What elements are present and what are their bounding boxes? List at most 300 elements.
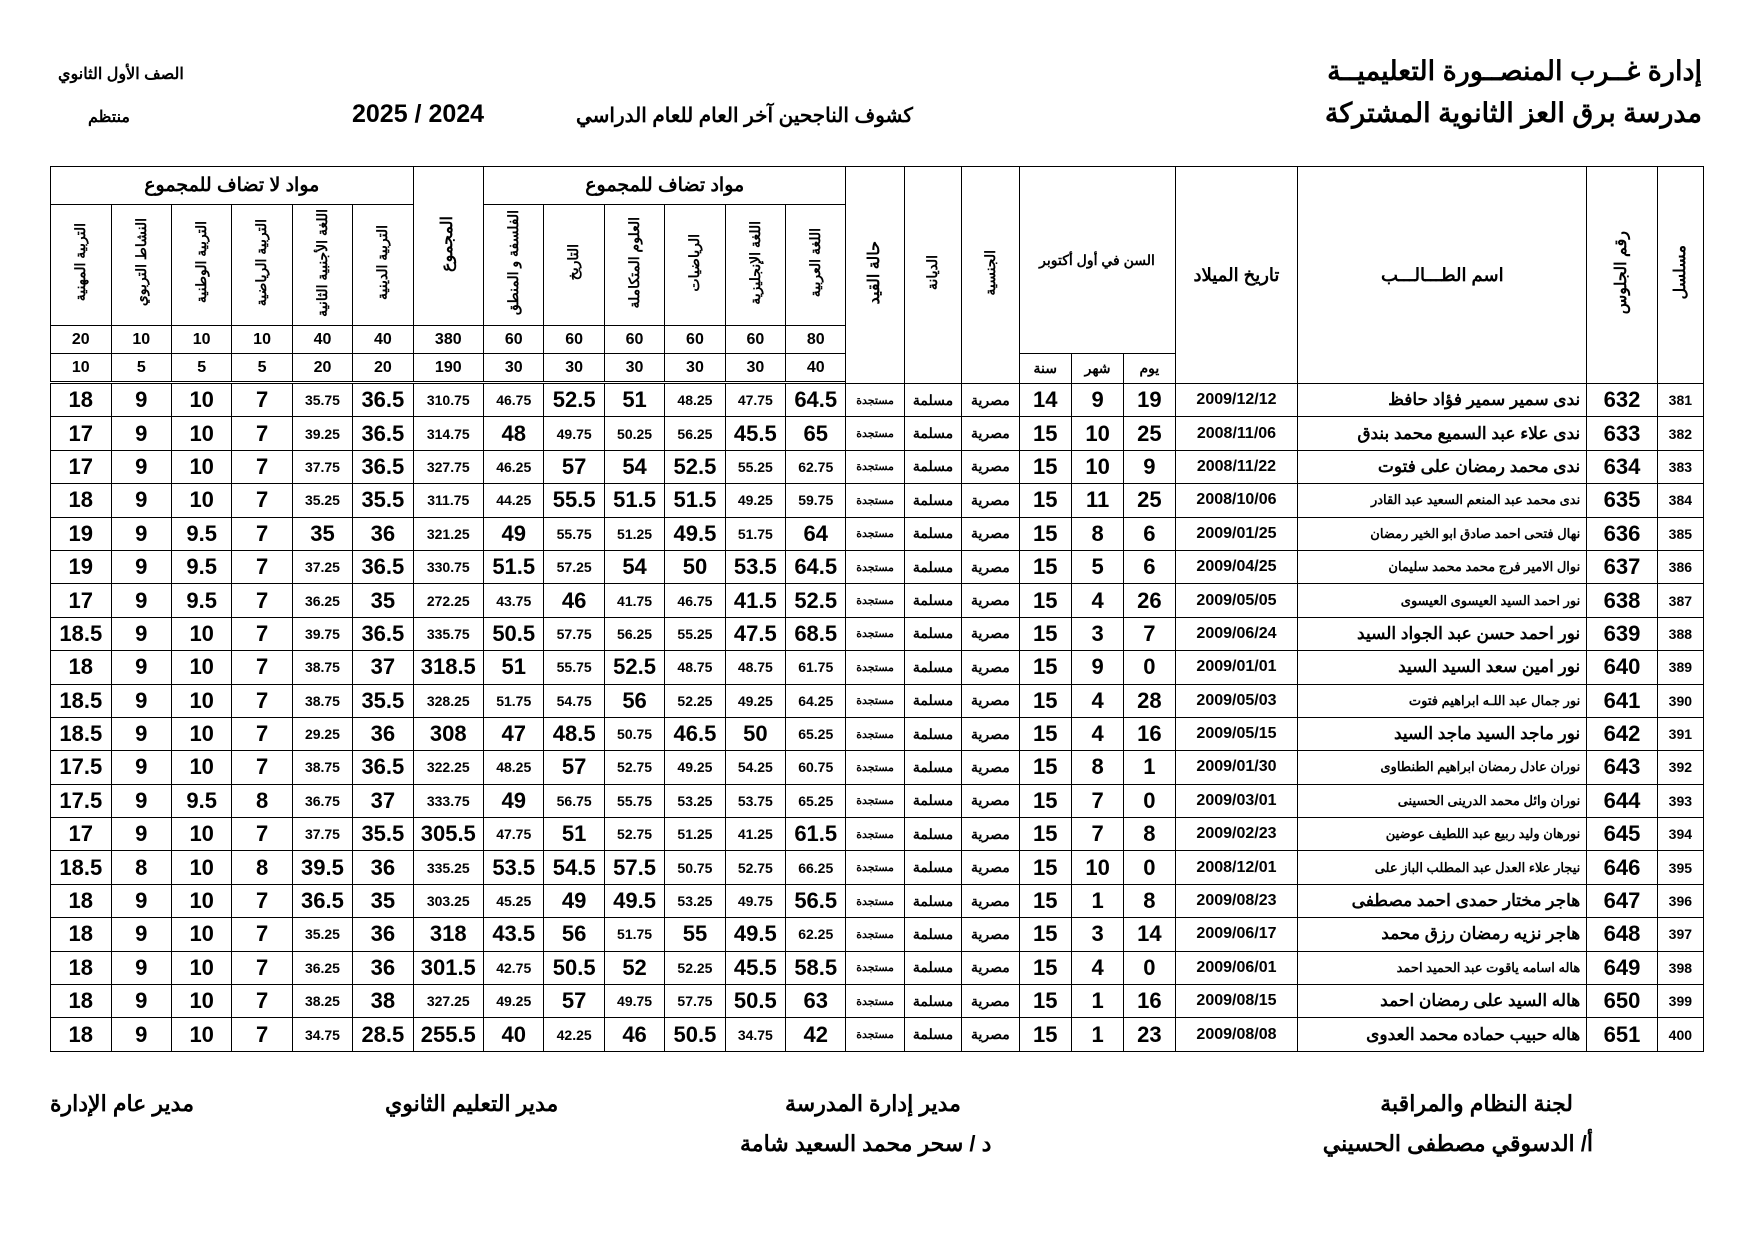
not-added-mark-cell: 37.25 [292,550,352,583]
mark-cell: 30 [484,354,544,382]
not-added-mark-cell: 36 [353,951,413,984]
not-added-mark-cell: 38.75 [292,651,352,684]
student-name-cell: نوران عادل رمضان ابراهيم الطنطاوى [1298,751,1587,784]
not-added-mark-cell: 9 [111,450,171,483]
religion-cell: مسلمة [904,717,961,750]
seat-cell: 638 [1587,584,1657,617]
nationality-cell: مصرية [962,751,1019,784]
seat-cell: 640 [1587,651,1657,684]
seat-cell: 646 [1587,851,1657,884]
added-mark-cell: 49 [484,517,544,550]
not-added-mark-cell: 9 [111,818,171,851]
religion-cell: مسلمة [904,517,961,550]
nationality-cell: مصرية [962,884,1019,917]
not-added-mark-cell: 9 [111,517,171,550]
seat-cell: 647 [1587,884,1657,917]
added-mark-cell: 62.75 [786,450,846,483]
religion-cell: مسلمة [904,584,961,617]
col-subject-not-added: التربية الرياضية [232,205,292,326]
not-added-mark-cell: 28.5 [353,1018,413,1051]
mark-cell: 40 [786,354,846,382]
student-name-cell: نور امين سعد السيد السيد [1298,651,1587,684]
mark-cell: 60 [544,326,604,354]
report-title: كشوف الناجحين آخر العام للعام الدراسي [576,105,913,127]
added-mark-cell: 50.75 [604,717,664,750]
age-month-cell: 10 [1071,851,1123,884]
student-name-cell: هاجر نزيه رمضان رزق محمد [1298,918,1587,951]
not-added-mark-cell: 9 [111,484,171,517]
added-mark-cell: 49.5 [604,884,664,917]
committee-name: أ/ الدسوقي مصطفى الحسيني [1322,1131,1593,1156]
added-mark-cell: 64.5 [786,384,846,417]
added-mark-cell: 50.5 [725,985,785,1018]
added-mark-cell: 47.75 [484,818,544,851]
religion-cell: مسلمة [904,818,961,851]
principal-title: مدير إدارة المدرسة [785,1091,961,1116]
added-mark-cell: 57.75 [544,617,604,650]
age-year-cell: 15 [1019,517,1071,550]
added-mark-cell: 49.25 [725,484,785,517]
table-row [51,818,1704,851]
age-month-cell: 7 [1071,784,1123,817]
added-mark-cell: 64.25 [786,684,846,717]
added-mark-cell: 55 [665,918,725,951]
added-mark-cell: 51.5 [604,484,664,517]
religion-cell: مسلمة [904,851,961,884]
total-cell: 314.75 [413,417,483,450]
total-cell: 301.5 [413,951,483,984]
added-mark-cell: 54.25 [725,751,785,784]
added-mark-cell: 52.5 [544,384,604,417]
not-added-mark-cell: 8 [111,851,171,884]
age-month-cell: 1 [1071,884,1123,917]
mark-cell: 30 [725,354,785,382]
not-added-mark-cell: 35.5 [353,818,413,851]
table-row [51,717,1704,750]
not-added-mark-cell: 7 [232,651,292,684]
status-cell: مستجدة [846,450,904,483]
age-month-cell: 4 [1071,584,1123,617]
added-mark-cell: 52.5 [604,651,664,684]
table-row [51,851,1704,884]
added-mark-cell: 51 [544,818,604,851]
not-added-mark-cell: 10 [171,985,231,1018]
added-mark-cell: 63 [786,985,846,1018]
added-mark-cell: 50.5 [544,951,604,984]
not-added-mark-cell: 18 [51,884,112,917]
student-name-cell: هاله السيد على رمضان احمد [1298,985,1587,1018]
added-mark-cell: 49.75 [544,417,604,450]
age-day-cell: 8 [1124,818,1175,851]
not-added-mark-cell: 36.25 [292,951,352,984]
mark-cell: 20 [353,354,413,382]
added-mark-cell: 46.25 [484,450,544,483]
student-name-cell: ندى سمير سمير فؤاد حافظ [1298,384,1587,417]
not-added-mark-cell: 9.5 [171,584,231,617]
student-name-cell: هاله حبيب حماده محمد العدوى [1298,1018,1587,1051]
total-cell: 255.5 [413,1018,483,1051]
added-mark-cell: 55.75 [604,784,664,817]
school-name: مدرسة برق العز الثانوية المشتركة [1324,98,1702,128]
added-subjects-group: مواد تضاف للمجموع [484,167,846,205]
table-row [51,985,1704,1018]
religion-cell: مسلمة [904,550,961,583]
mark-cell: 10 [232,326,292,354]
col-day: يوم [1124,354,1175,384]
enrollment-status: منتظم [88,109,130,126]
birth-date-cell: 2009/06/24 [1175,617,1298,650]
not-added-mark-cell: 18.5 [51,851,112,884]
not-added-mark-cell: 8 [232,851,292,884]
total-cell: 318 [413,918,483,951]
col-name: اسم الطـــالـــب [1298,167,1587,384]
not-added-mark-cell: 10 [171,918,231,951]
status-cell: مستجدة [846,484,904,517]
not-added-mark-cell: 9.5 [171,784,231,817]
birth-date-cell: 2009/03/01 [1175,784,1298,817]
col-serial: مسلسل [1657,167,1703,384]
not-added-mark-cell: 9 [111,651,171,684]
added-mark-cell: 50 [725,717,785,750]
added-mark-cell: 51.5 [665,484,725,517]
col-subject-not-added: النشاط التربوي [111,205,171,326]
serial-cell: 395 [1657,851,1703,884]
not-added-mark-cell: 10 [171,717,231,750]
age-month-cell: 10 [1071,417,1123,450]
mark-cell: 10 [51,354,112,382]
age-month-cell: 9 [1071,384,1123,417]
serial-cell: 388 [1657,617,1703,650]
not-added-mark-cell: 7 [232,818,292,851]
nationality-cell: مصرية [962,517,1019,550]
not-added-mark-cell: 10 [171,617,231,650]
age-day-cell: 25 [1124,484,1175,517]
total-cell: 305.5 [413,818,483,851]
added-mark-cell: 54.5 [544,851,604,884]
not-added-mark-cell: 10 [171,751,231,784]
added-mark-cell: 50.75 [665,851,725,884]
status-cell: مستجدة [846,584,904,617]
not-added-mark-cell: 9 [111,550,171,583]
not-added-mark-cell: 36.5 [353,550,413,583]
col-total: المجموع [413,167,483,326]
not-added-mark-cell: 10 [171,450,231,483]
added-mark-cell: 51.25 [604,517,664,550]
table-row [51,918,1704,951]
not-added-subjects-group: مواد لا تضاف للمجموع [51,167,414,205]
status-cell: مستجدة [846,1018,904,1051]
col-age: السن في أول أكتوبر [1019,167,1175,354]
added-mark-cell: 56 [544,918,604,951]
age-year-cell: 14 [1019,384,1071,417]
age-month-cell: 4 [1071,717,1123,750]
added-mark-cell: 50.5 [484,617,544,650]
added-mark-cell: 57.75 [665,985,725,1018]
total-cell: 310.75 [413,384,483,417]
seat-cell: 632 [1587,384,1657,417]
total-cell: 318.5 [413,651,483,684]
table-row [51,617,1704,650]
age-year-cell: 15 [1019,417,1071,450]
birth-date-cell: 2009/08/23 [1175,884,1298,917]
col-subject-added: اللغة العربية [786,205,846,326]
total-cell: 333.75 [413,784,483,817]
not-added-mark-cell: 7 [232,1018,292,1051]
not-added-mark-cell: 10 [171,851,231,884]
student-name-cell: نور ماجد السيد ماجد السيد [1298,717,1587,750]
not-added-mark-cell: 35 [292,517,352,550]
student-name-cell: نورهان وليد ربيع عبد اللطيف عوضين [1298,818,1587,851]
serial-cell: 383 [1657,450,1703,483]
nationality-cell: مصرية [962,985,1019,1018]
not-added-mark-cell: 7 [232,751,292,784]
status-cell: مستجدة [846,550,904,583]
not-added-mark-cell: 9 [111,1018,171,1051]
status-cell: مستجدة [846,985,904,1018]
not-added-mark-cell: 9 [111,784,171,817]
total-cell: 303.25 [413,884,483,917]
not-added-mark-cell: 36.75 [292,784,352,817]
age-year-cell: 15 [1019,684,1071,717]
added-mark-cell: 49.75 [725,884,785,917]
added-mark-cell: 45.25 [484,884,544,917]
age-month-cell: 4 [1071,951,1123,984]
added-mark-cell: 53.75 [725,784,785,817]
added-mark-cell: 57.5 [604,851,664,884]
added-mark-cell: 48.25 [665,384,725,417]
mark-cell: 60 [725,326,785,354]
added-mark-cell: 43.5 [484,918,544,951]
age-month-cell: 11 [1071,484,1123,517]
age-day-cell: 16 [1124,985,1175,1018]
col-subject-not-added: التربية الوطنية [171,205,231,326]
added-mark-cell: 41.75 [604,584,664,617]
added-mark-cell: 52.25 [665,684,725,717]
added-mark-cell: 49 [544,884,604,917]
not-added-mark-cell: 38 [353,985,413,1018]
added-mark-cell: 46 [604,1018,664,1051]
col-subject-not-added: التربية المهنية [51,205,112,326]
not-added-mark-cell: 36.25 [292,584,352,617]
birth-date-cell: 2009/01/01 [1175,651,1298,684]
added-mark-cell: 48.75 [665,651,725,684]
religion-cell: مسلمة [904,384,961,417]
birth-date-cell: 2008/11/06 [1175,417,1298,450]
not-added-mark-cell: 9.5 [171,550,231,583]
not-added-mark-cell: 7 [232,951,292,984]
mark-cell: 10 [171,326,231,354]
religion-cell: مسلمة [904,684,961,717]
not-added-mark-cell: 18 [51,985,112,1018]
age-day-cell: 19 [1124,384,1175,417]
not-added-mark-cell: 10 [171,484,231,517]
total-cell: 308 [413,717,483,750]
added-mark-cell: 42.75 [484,951,544,984]
table-row [51,517,1704,550]
serial-cell: 393 [1657,784,1703,817]
nationality-cell: مصرية [962,584,1019,617]
student-name-cell: نيجار علاء العدل عبد المطلب الباز على [1298,851,1587,884]
age-day-cell: 7 [1124,617,1175,650]
serial-cell: 387 [1657,584,1703,617]
col-subject-added: اللغة الإنجليزية [725,205,785,326]
serial-cell: 384 [1657,484,1703,517]
total-cell: 321.25 [413,517,483,550]
not-added-mark-cell: 9 [111,384,171,417]
added-mark-cell: 65.25 [786,717,846,750]
age-year-cell: 15 [1019,584,1071,617]
mark-cell: 10 [111,326,171,354]
age-year-cell: 15 [1019,951,1071,984]
age-month-cell: 7 [1071,818,1123,851]
added-mark-cell: 62.25 [786,918,846,951]
total-cell: 330.75 [413,550,483,583]
age-day-cell: 14 [1124,918,1175,951]
total-cell: 335.75 [413,617,483,650]
status-cell: مستجدة [846,951,904,984]
added-mark-cell: 55.25 [725,450,785,483]
not-added-mark-cell: 36 [353,918,413,951]
added-mark-cell: 55.5 [544,484,604,517]
added-mark-cell: 54 [604,450,664,483]
col-religion: الديانة [904,167,961,384]
added-mark-cell: 48 [484,417,544,450]
not-added-mark-cell: 18 [51,1018,112,1051]
not-added-mark-cell: 35.25 [292,484,352,517]
total-cell: 311.75 [413,484,483,517]
added-mark-cell: 65.25 [786,784,846,817]
age-month-cell: 9 [1071,651,1123,684]
mark-cell: 30 [665,354,725,382]
not-added-mark-cell: 10 [171,1018,231,1051]
total-cell: 327.75 [413,450,483,483]
status-cell: مستجدة [846,751,904,784]
added-mark-cell: 52.75 [604,818,664,851]
age-year-cell: 15 [1019,985,1071,1018]
added-mark-cell: 66.25 [786,851,846,884]
table-row [51,951,1704,984]
not-added-mark-cell: 7 [232,450,292,483]
not-added-mark-cell: 10 [171,884,231,917]
total-cell: 335.25 [413,851,483,884]
added-mark-cell: 48.75 [725,651,785,684]
age-day-cell: 0 [1124,951,1175,984]
birth-date-cell: 2008/10/06 [1175,484,1298,517]
added-mark-cell: 48.5 [544,717,604,750]
nationality-cell: مصرية [962,651,1019,684]
not-added-mark-cell: 18 [51,484,112,517]
student-name-cell: هاجر مختار حمدى احمد مصطفى [1298,884,1587,917]
nationality-cell: مصرية [962,617,1019,650]
table-row [51,651,1704,684]
age-day-cell: 26 [1124,584,1175,617]
student-name-cell: نور جمال عبد اللـه ابراهيم فتوت [1298,684,1587,717]
birth-date-cell: 2009/06/17 [1175,918,1298,951]
religion-cell: مسلمة [904,751,961,784]
nationality-cell: مصرية [962,851,1019,884]
not-added-mark-cell: 9 [111,884,171,917]
nationality-cell: مصرية [962,951,1019,984]
not-added-mark-cell: 7 [232,717,292,750]
status-cell: مستجدة [846,818,904,851]
seat-cell: 641 [1587,684,1657,717]
added-mark-cell: 53.25 [665,784,725,817]
age-day-cell: 16 [1124,717,1175,750]
added-mark-cell: 42 [786,1018,846,1051]
committee-title: لجنة النظام والمراقبة [1380,1091,1573,1116]
added-mark-cell: 65 [786,417,846,450]
status-cell: مستجدة [846,884,904,917]
status-cell: مستجدة [846,384,904,417]
col-subject-added: الرياضيات [665,205,725,326]
table-row [51,884,1704,917]
seat-cell: 649 [1587,951,1657,984]
serial-cell: 394 [1657,818,1703,851]
secondary-director-title: مدير التعليم الثانوي [385,1091,559,1116]
serial-cell: 396 [1657,884,1703,917]
total-cell: 322.25 [413,751,483,784]
mark-cell: 60 [665,326,725,354]
religion-cell: مسلمة [904,884,961,917]
added-mark-cell: 61.5 [786,818,846,851]
table-row [51,684,1704,717]
not-added-mark-cell: 36.5 [353,417,413,450]
table-row [51,450,1704,483]
not-added-mark-cell: 35 [353,584,413,617]
added-mark-cell: 64.5 [786,550,846,583]
added-mark-cell: 57 [544,450,604,483]
not-added-mark-cell: 36.5 [353,617,413,650]
age-month-cell: 5 [1071,550,1123,583]
birth-date-cell: 2008/12/01 [1175,851,1298,884]
general-director-title: مدير عام الإدارة [50,1091,194,1116]
not-added-mark-cell: 18.5 [51,684,112,717]
student-name-cell: هاله اسامه ياقوت عبد الحميد احمد [1298,951,1587,984]
mark-cell: 30 [604,354,664,382]
serial-cell: 399 [1657,985,1703,1018]
nationality-cell: مصرية [962,918,1019,951]
seat-cell: 636 [1587,517,1657,550]
added-mark-cell: 49.25 [665,751,725,784]
religion-cell: مسلمة [904,918,961,951]
nationality-cell: مصرية [962,484,1019,517]
age-year-cell: 15 [1019,751,1071,784]
table-row [51,384,1704,417]
age-day-cell: 25 [1124,417,1175,450]
not-added-mark-cell: 38.75 [292,684,352,717]
table-row [51,784,1704,817]
age-day-cell: 0 [1124,851,1175,884]
table-row [51,1018,1704,1051]
not-added-mark-cell: 35.25 [292,918,352,951]
mark-cell: 60 [484,326,544,354]
seat-cell: 642 [1587,717,1657,750]
not-added-mark-cell: 36 [353,851,413,884]
serial-cell: 391 [1657,717,1703,750]
not-added-mark-cell: 19 [51,517,112,550]
age-year-cell: 15 [1019,884,1071,917]
not-added-mark-cell: 7 [232,417,292,450]
col-month: شهر [1071,354,1123,384]
birth-date-cell: 2009/05/05 [1175,584,1298,617]
mark-cell: 5 [171,354,231,382]
birth-date-cell: 2009/08/08 [1175,1018,1298,1051]
added-mark-cell: 51 [604,384,664,417]
not-added-mark-cell: 36 [353,717,413,750]
added-mark-cell: 61.75 [786,651,846,684]
not-added-mark-cell: 36.5 [292,884,352,917]
serial-cell: 390 [1657,684,1703,717]
